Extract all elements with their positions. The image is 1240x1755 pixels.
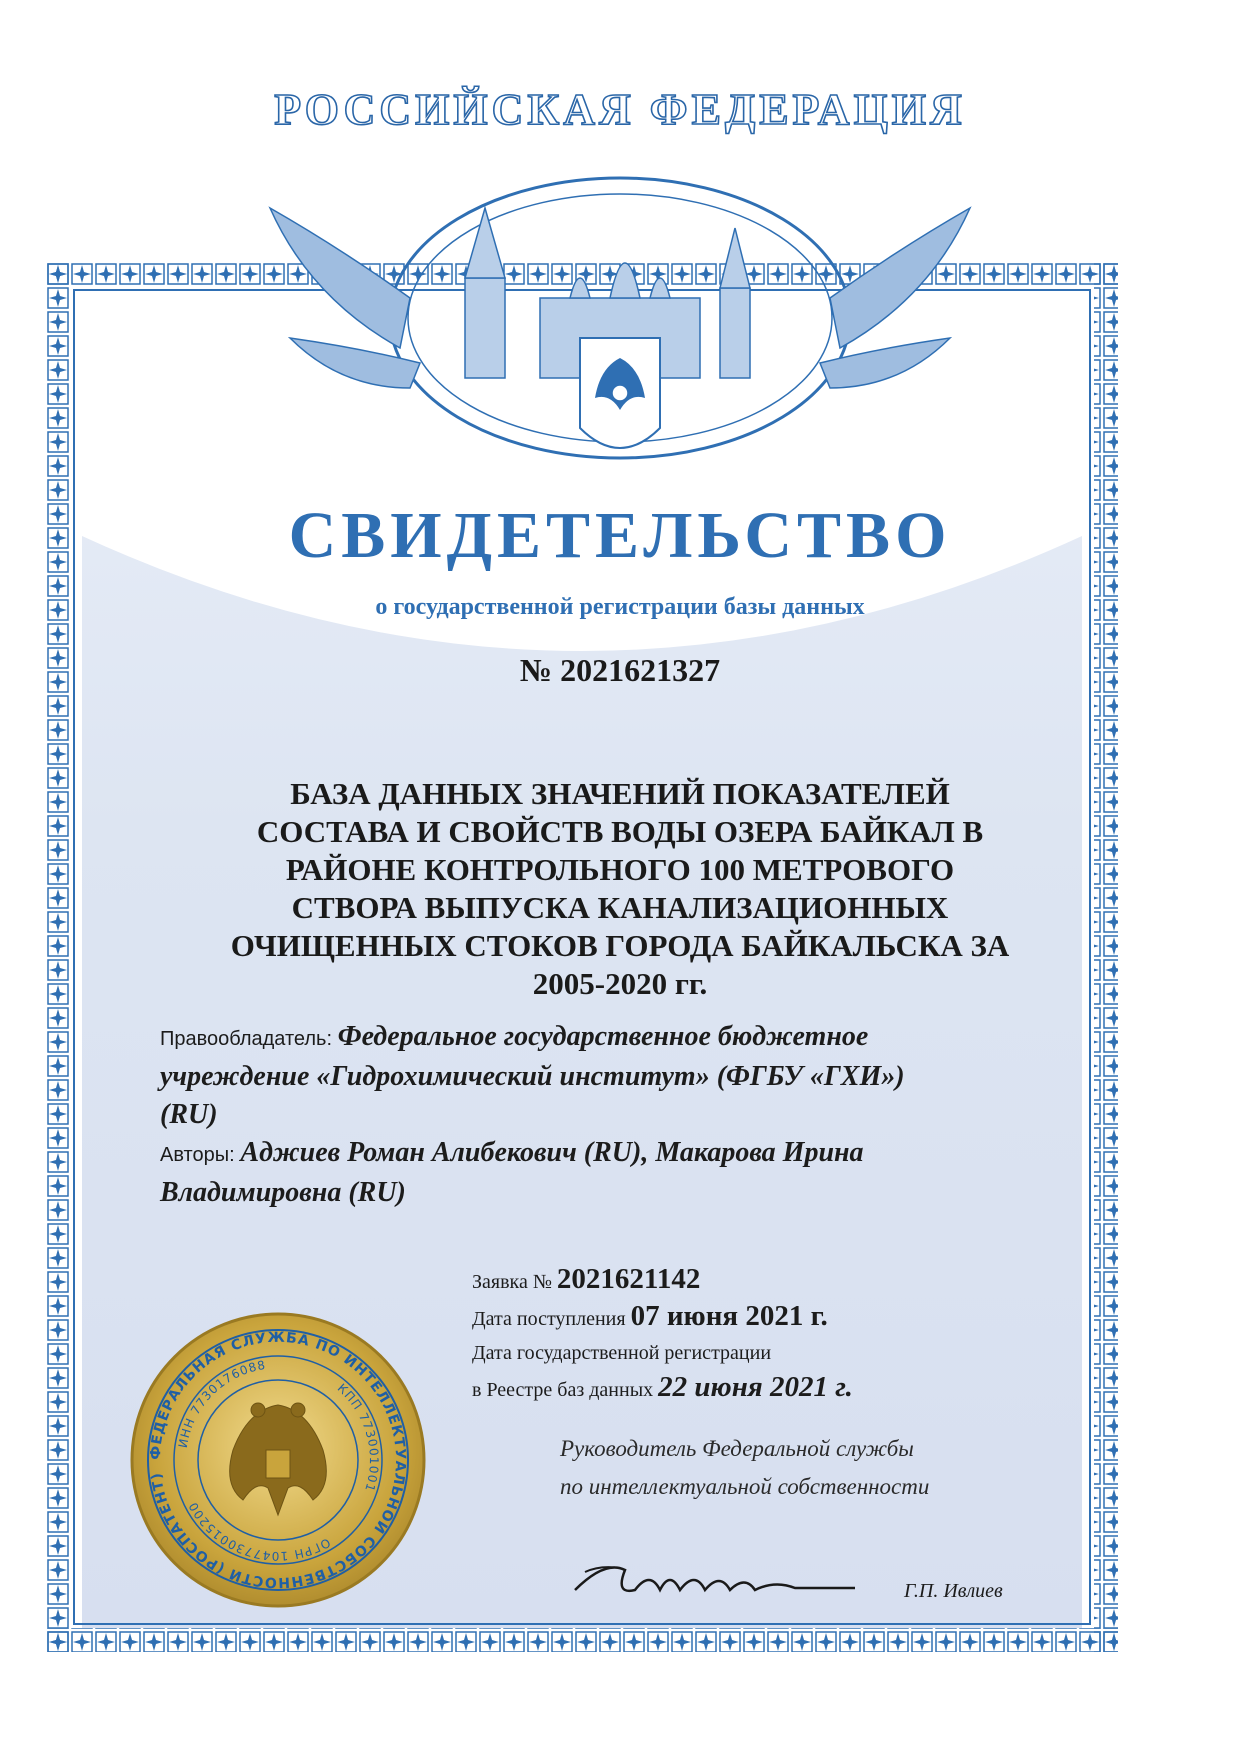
official-seal (128, 1310, 428, 1610)
application-label: Заявка № (472, 1271, 552, 1293)
document-subtitle: о государственной регистрации базы данных (375, 594, 865, 620)
received-date: 07 июня 2021 г. (630, 1300, 828, 1332)
signatory-position (560, 1430, 1030, 1506)
rights-holder-block (160, 1018, 1040, 1134)
database-title-line: БАЗА ДАННЫХ ЗНАЧЕНИЙ ПОКАЗАТЕЛЕЙ (290, 776, 950, 811)
database-title-line: РАЙОНЕ КОНТРОЛЬНОГО 100 МЕТРОВОГО (285, 852, 955, 887)
registry-label: в Реестре баз данных (472, 1379, 654, 1401)
received-label: Дата поступления (472, 1308, 626, 1330)
certificate-number: № 2021621327 (519, 652, 721, 688)
registration-label: Дата государственной регистрации (472, 1342, 772, 1364)
registration-date: 22 июня 2021 г. (658, 1371, 853, 1403)
seal-kpp: КПП 773001001 (334, 1380, 382, 1494)
application-number: 2021621142 (556, 1263, 701, 1295)
country-heading: РОССИЙСКАЯ ФЕДЕРАЦИЯ (274, 85, 966, 134)
database-title (150, 775, 1090, 1003)
database-title-line: ОЧИЩЕННЫХ СТОКОВ ГОРОДА БАЙКАЛЬСКА ЗА (230, 928, 1010, 963)
rights-holder-name: Федеральное государственное бюджетное (337, 1021, 869, 1052)
authors-label: Авторы: (160, 1144, 235, 1166)
seal-outer-text: ФЕДЕРАЛЬНАЯ СЛУЖБА ПО ИНТЕЛЛЕКТУАЛЬНОЙ СОБСТВЕННОСТИ (РОСПАТЕНТ) (147, 1329, 409, 1591)
seal-ogrn: ОГРН 1047730015200 (185, 1499, 333, 1564)
handwritten-signature (565, 1550, 865, 1610)
authors-names: Аджиев Роман Алибекович (RU), Макарова Ирина (240, 1137, 864, 1168)
kremlin-wreath-emblem (250, 148, 990, 508)
application-details (472, 1262, 1032, 1407)
authors-names-cont: Владимировна (RU) (160, 1177, 406, 1208)
signatory-name: Г.П. Ивлиев (904, 1580, 1003, 1602)
database-title-line: СОСТАВА И СВОЙСТВ ВОДЫ ОЗЕРА БАЙКАЛ В (256, 814, 984, 849)
rights-holder-country: (RU) (160, 1099, 218, 1130)
signatory-position-line: по интеллектуальной собственности (560, 1474, 930, 1499)
database-title-line: 2005-2020 гг. (532, 966, 708, 1001)
rights-holder-label: Правообладатель: (160, 1028, 333, 1050)
signatory-position-line: Руководитель Федеральной службы (560, 1436, 914, 1461)
seal-inn: ИНН 7730176088 (175, 1357, 268, 1449)
database-title-line: СТВОРА ВЫПУСКА КАНАЛИЗАЦИОННЫХ (291, 890, 949, 925)
document-type-title: СВИДЕТЕЛЬСТВО (288, 499, 952, 572)
authors-block (160, 1134, 1040, 1212)
rights-holder-name-cont: учреждение «Гидрохимический институт» (ФГБУ «ГХИ») (160, 1061, 905, 1092)
